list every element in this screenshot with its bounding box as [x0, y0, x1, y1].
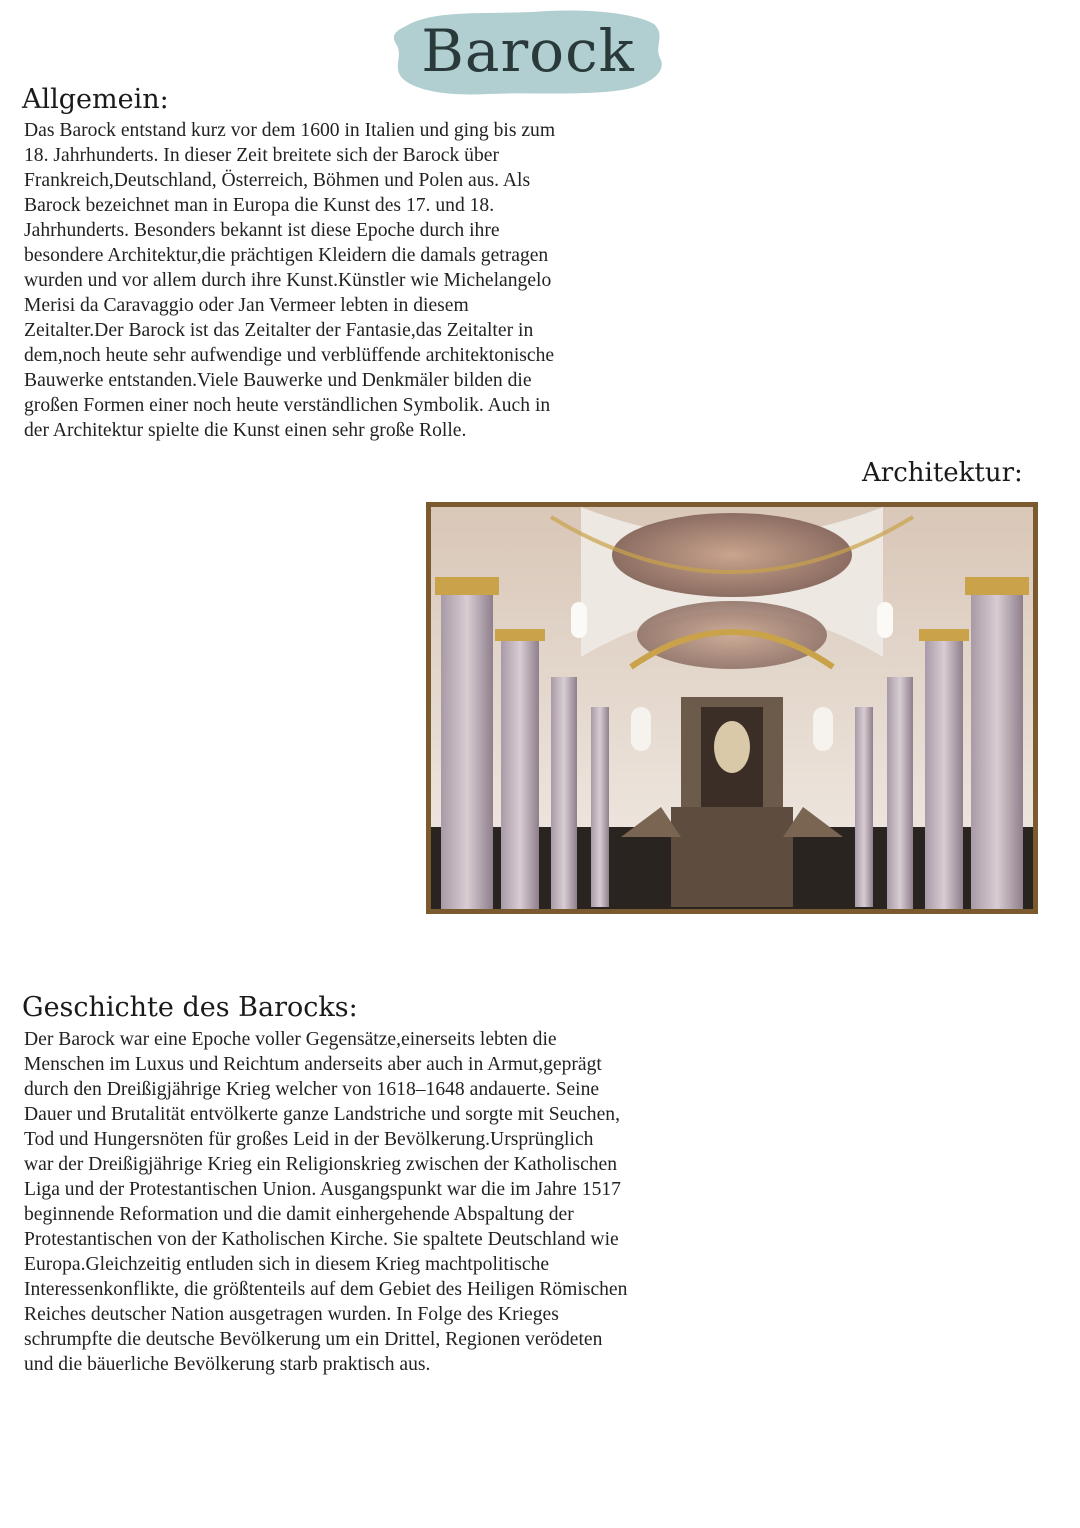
title-banner	[392, 6, 664, 98]
heading-architektur: Architektur:	[862, 458, 1023, 488]
page-title: Barock	[421, 17, 635, 85]
paragraph-geschichte: Der Barock war eine Epoche voller Gegensätze,einerseits lebten die Menschen im Luxus und Reichtum anderseits aber auch in Armut,geprägt durch den Dreißigjährige Krieg welcher von 1618–1648 andauerte. Seine Dauer und Brutalität entvölkerte ganze Landstriche und sorgte mit Seuchen, Tod und Hungersnöten für großes Leid in der Bevölkerung.Ursprünglich war der Dreißigjährige Krieg ein Religionskrieg zwischen der Katholischen Liga und der Protestantischen Union. Ausgangspunkt war die im Jahre 1517 beginnende Reformation und die damit einhergehende Abspaltung der Protestantischen von der Katholischen Kirche. Sie spaltete Deutschland wie Europa.Gleichzeitig entluden sich in diesem Krieg machtpolitische Interessenkonflikte, die größtenteils auf dem Gebiet des Heiligen Römischen Reiches deutscher Nation ausgetragen wurden. In Folge des Krieges schrumpfte die deutsche Bevölkerung um ein Drittel, Regionen verödeten und die bäuerliche Bevölkerung starb praktisch aus.	[24, 1029, 628, 1375]
church-interior-illustration	[431, 507, 1033, 909]
heading-allgemein: Allgemein:	[22, 84, 169, 115]
paragraph-allgemein: Das Barock entstand kurz vor dem 1600 in Italien und ging bis zum 18. Jahrhunderts. In dieser Zeit breitete sich der Barock über Frankreich,Deutschland, Österreich, Böhmen und Polen aus. Als Barock bezeichnet man in Europa die Kunst des 17. und 18. Jahrhunderts. Besonders bekannt ist diese Epoche durch ihre besondere Architektur,die prächtigen Kleidern die damals getragen wurden und vor allem durch ihre Kunst.Künstler wie Michelangelo Merisi da Caravaggio oder Jan Vermeer lebten in diesem Zeitalter.Der Barock ist das Zeitalter der Fantasie,das Zeitalter in dem,noch heute sehr aufwendige und verblüffende architektonische Bauwerke entstanden.Viele Bauwerke und Denkmäler bilden die großen Formen einer noch heute verständlichen Symbolik. Auch in der Architektur spielte die Kunst einen sehr große Rolle.	[24, 120, 556, 441]
baroque-church-interior-photo	[426, 502, 1038, 914]
heading-geschichte: Geschichte des Barocks:	[22, 992, 358, 1023]
